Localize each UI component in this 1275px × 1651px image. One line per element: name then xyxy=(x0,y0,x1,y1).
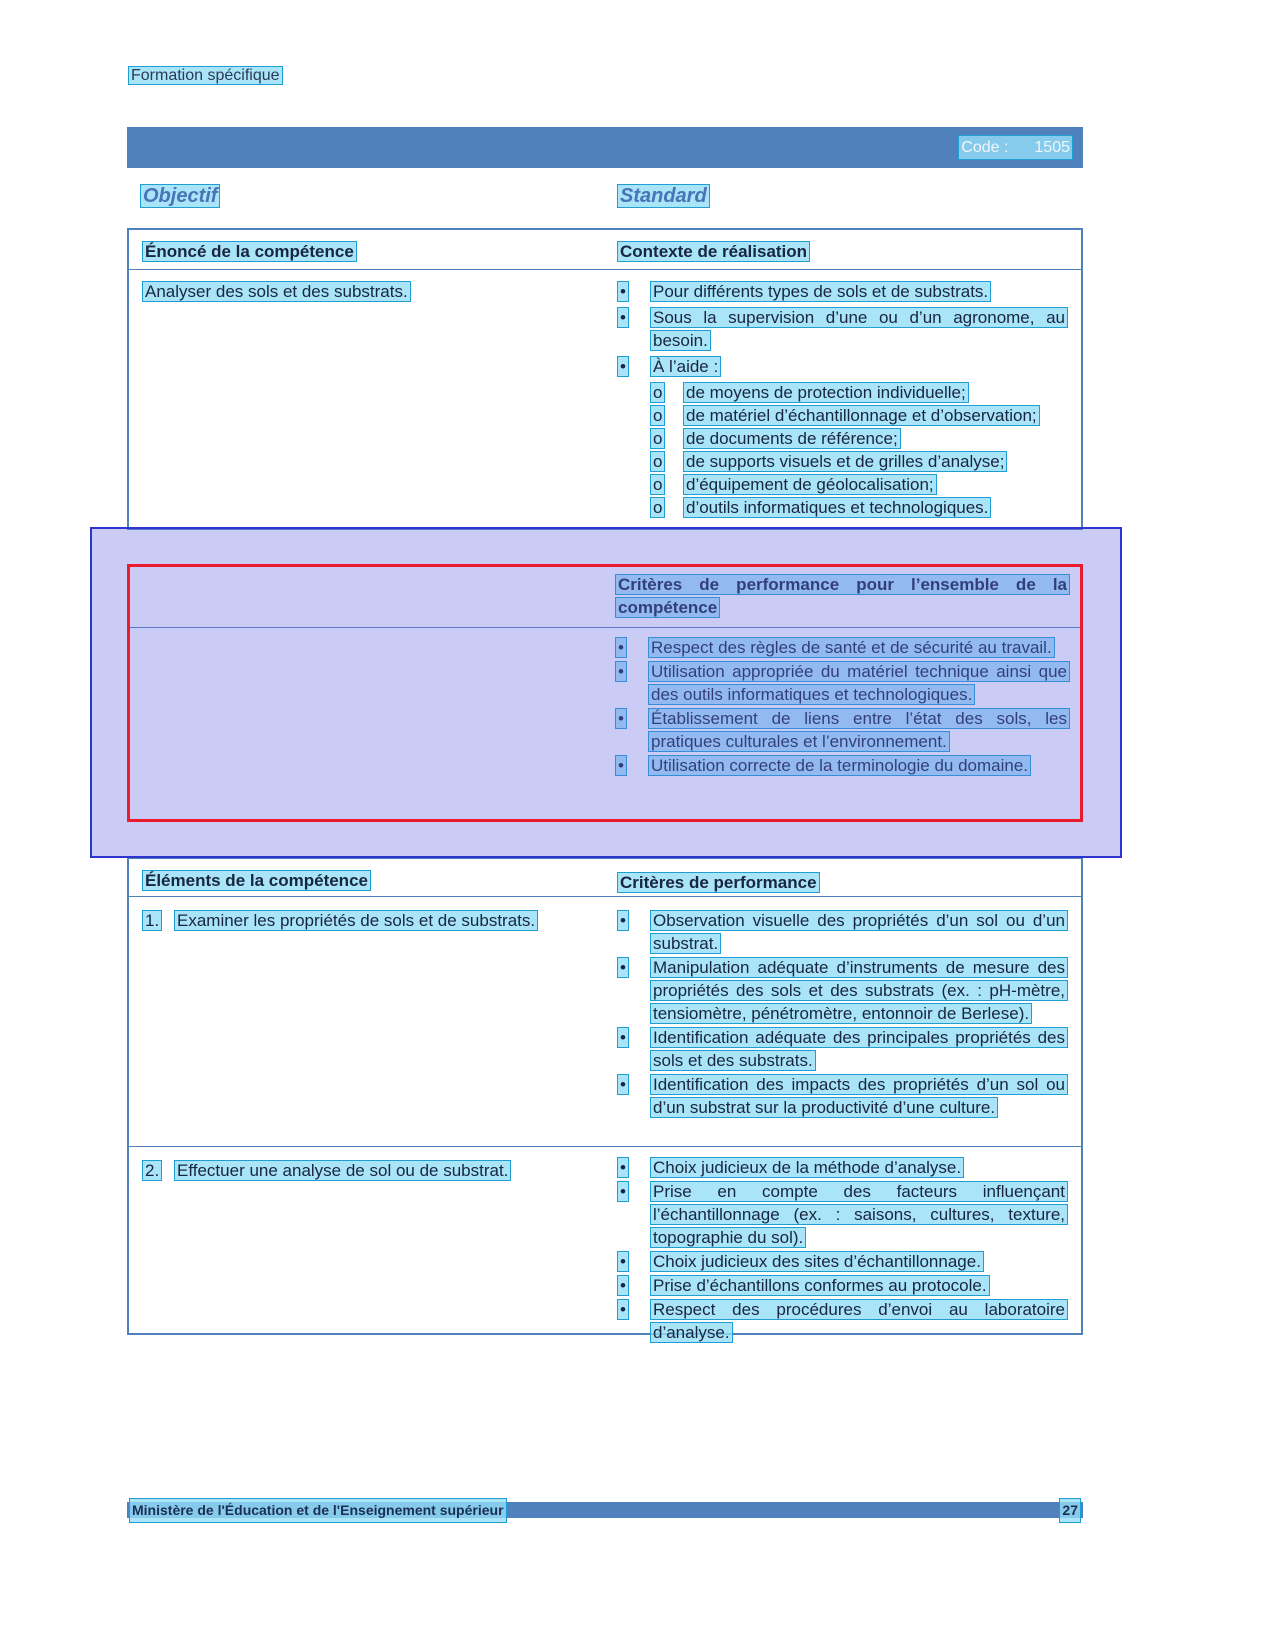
sub-list-item xyxy=(650,404,1068,427)
list-item-text: Utilisation appropriée du matériel technique ainsi que des outils informatiques et technologiques. xyxy=(648,661,1070,705)
sub-list-item-text: de moyens de protection individuelle; xyxy=(683,382,969,403)
list-item xyxy=(617,355,1068,378)
list-item-text: Identification adéquate des principales propriétés des sols et des substrats. xyxy=(650,1027,1068,1071)
element-row-2 xyxy=(129,1147,1081,1342)
ensemble-criteria-header-cell xyxy=(615,564,1083,627)
bullet-icon: • xyxy=(617,307,629,328)
bullet-icon: • xyxy=(617,1299,629,1320)
elements-table xyxy=(127,857,1083,1342)
element-text: Effectuer une analyse de sol ou de substrat. xyxy=(174,1160,511,1181)
ensemble-criteria-list xyxy=(615,636,1083,778)
list-item-text: Manipulation adéquate d’instruments de mesure des propriétés des sols et des substrats (ex. : pH-mètre, tensiomètre, pénétromètre, entonnoir de Berlese). xyxy=(650,957,1068,1024)
sub-list-item xyxy=(650,450,1068,473)
section-label xyxy=(128,64,283,87)
code-badge xyxy=(958,135,1073,160)
sub-bullet-icon: o xyxy=(650,451,665,472)
bullet-icon: • xyxy=(617,957,629,978)
list-item-text: À l’aide : xyxy=(650,356,721,377)
element-number: 2. xyxy=(142,1160,162,1181)
ensemble-criteria-body-row xyxy=(127,628,1083,778)
code-label: Code : xyxy=(961,139,1009,156)
list-item-text: Respect des procédures d’envoi au laboratoire d’analyse. xyxy=(650,1299,1068,1343)
bullet-icon: • xyxy=(617,910,629,931)
competence-table-body-row xyxy=(129,270,1081,519)
element-label-cell xyxy=(129,897,617,1146)
sub-list-item-text: d’équipement de géolocalisation; xyxy=(683,474,937,495)
bullet-icon: • xyxy=(617,1251,629,1272)
bullet-icon: • xyxy=(617,1027,629,1048)
list-item-text: Respect des règles de santé et de sécurité au travail. xyxy=(648,637,1055,658)
list-item xyxy=(617,1298,1068,1344)
list-item xyxy=(617,1156,1068,1179)
list-item-text: Choix judicieux de la méthode d’analyse. xyxy=(650,1157,964,1178)
criteria-list xyxy=(617,897,1081,1146)
sub-list-item-text: de matériel d’échantillonnage et d’observation; xyxy=(683,405,1040,426)
bullet-icon: • xyxy=(617,1181,629,1202)
header-bar xyxy=(127,127,1083,168)
list-item xyxy=(617,1073,1068,1119)
sub-list-item xyxy=(650,473,1068,496)
list-item-text: Choix judicieux des sites d’échantillonnage. xyxy=(650,1251,984,1272)
bullet-icon: • xyxy=(615,755,627,776)
bullet-icon: • xyxy=(617,1275,629,1296)
list-item xyxy=(617,956,1068,1025)
header-cell-criteres: Critères de performance xyxy=(617,859,1081,896)
sub-list-item-text: d’outils informatiques et technologiques. xyxy=(683,497,991,518)
section-label-text: Formation spécifique xyxy=(128,66,283,85)
sub-list-item xyxy=(650,496,1068,519)
sub-list-item-text: de supports visuels et de grilles d’analyse; xyxy=(683,451,1007,472)
sub-bullet-icon: o xyxy=(650,405,665,426)
page-footer xyxy=(127,1502,1083,1518)
competence-statement: Analyser des sols et des substrats. xyxy=(142,281,411,302)
bullet-icon: • xyxy=(615,661,627,682)
list-item-text: Prise en compte des facteurs influençant l’échantillonnage (ex. : saisons, cultures, texture, topographie du sol). xyxy=(650,1181,1068,1248)
criteria-list xyxy=(617,1147,1081,1342)
sub-bullet-icon: o xyxy=(650,382,665,403)
element-number: 1. xyxy=(142,910,162,931)
bullet-icon: • xyxy=(617,1157,629,1178)
competence-table xyxy=(127,228,1083,530)
bullet-icon: • xyxy=(615,708,627,729)
empty-cell xyxy=(127,636,615,778)
list-item-text: Sous la supervision d’une ou d’un agronome, au besoin. xyxy=(650,307,1068,351)
sub-bullet-icon: o xyxy=(650,428,665,449)
list-item xyxy=(617,306,1068,352)
list-item xyxy=(615,636,1070,659)
bullet-icon: • xyxy=(617,1074,629,1095)
ensemble-criteria-header-row xyxy=(127,564,1083,628)
list-item xyxy=(617,1180,1068,1249)
code-value: 1505 xyxy=(1034,139,1070,156)
context-list xyxy=(617,280,1081,519)
sub-bullet-icon: o xyxy=(650,474,665,495)
list-item-text: Observation visuelle des propriétés d’un sol ou d’un substrat. xyxy=(650,910,1068,954)
footer-ministry: Ministère de l'Éducation et de l'Enseignement supérieur xyxy=(129,1498,507,1523)
list-item xyxy=(615,707,1070,753)
header-cell-enonce: Énoncé de la compétence xyxy=(129,230,617,269)
bullet-icon: • xyxy=(617,281,629,302)
element-label-cell xyxy=(129,1147,617,1334)
list-item xyxy=(617,1250,1068,1273)
list-item-text: Identification des impacts des propriétés d’un sol ou d’un substrat sur la productivité d’une culture. xyxy=(650,1074,1068,1118)
sub-list-item xyxy=(650,381,1068,404)
element-row-1 xyxy=(129,897,1081,1147)
objectif-title: Objectif xyxy=(140,183,220,209)
page-number: 27 xyxy=(1059,1498,1081,1523)
list-item xyxy=(617,1026,1068,1072)
ensemble-criteria-header: Critères de performance pour l’ensemble de la compétence xyxy=(615,574,1070,618)
list-item xyxy=(615,660,1070,706)
element-text: Examiner les propriétés de sols et de substrats. xyxy=(174,910,538,931)
sub-list-item xyxy=(650,427,1068,450)
list-item-text: Utilisation correcte de la terminologie du domaine. xyxy=(648,755,1031,776)
bullet-icon: • xyxy=(615,637,627,658)
list-item xyxy=(617,280,1068,303)
list-item-text: Établissement de liens entre l’état des sols, les pratiques culturales et l’environnement. xyxy=(648,708,1070,752)
list-item xyxy=(617,909,1068,955)
list-item-text: Prise d’échantillons conformes au protocole. xyxy=(650,1275,990,1296)
empty-cell xyxy=(127,564,615,627)
bullet-icon: • xyxy=(617,356,629,377)
list-item-text: Pour différents types de sols et de substrats. xyxy=(650,281,991,302)
header-cell-elements: Éléments de la compétence xyxy=(129,859,617,896)
list-item xyxy=(617,1274,1068,1297)
sub-list-item-text: de documents de référence; xyxy=(683,428,901,449)
sub-bullet-icon: o xyxy=(650,497,665,518)
ensemble-criteria-section xyxy=(127,564,1083,822)
list-item xyxy=(615,754,1070,777)
competence-statement-cell xyxy=(129,280,617,303)
header-cell-contexte: Contexte de réalisation xyxy=(617,230,1081,269)
competence-table-header-row xyxy=(129,230,1081,270)
elements-table-header-row xyxy=(129,859,1081,897)
standard-title: Standard xyxy=(617,183,710,209)
